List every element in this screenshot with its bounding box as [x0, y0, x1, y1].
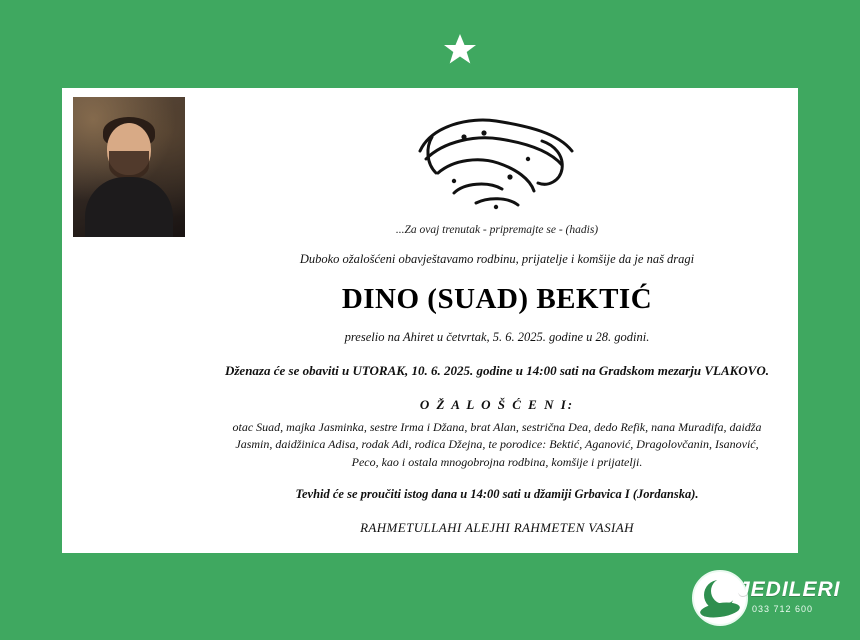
company-logo [692, 566, 842, 630]
obituary-card [62, 88, 798, 553]
mourners-list: otac Suad, majka Jasminka, sestre Irma i Džana, brat Alan, sestrična Dea, dedo Refik, nana Muradifa, daidža Jasmin, daidžinica Adisa, rodak Adi, rodica Džejna, te porodice: Bektić, Aganović, Dragolovčanin, Isanović, Peco, kao i ostala mnogobrojna rodbina, komšije i prijatelji. [232, 420, 762, 469]
tevhid-details: Tevhid će se proučiti istog dana u 14:00 sati u džamiji Grbavica I (Jordanska). [295, 487, 699, 502]
crescent-star-symbol [0, 10, 860, 86]
funeral-details: Dženaza će se obaviti u UTORAK, 10. 6. 2025. godine u 14:00 sati na Gradskom mezarju VLAKOVO. [224, 363, 769, 378]
arabic-calligraphy-icon [220, 104, 774, 222]
hadith-quote: ...Za ovaj trenutak - pripremajte se - (hadis) [395, 224, 599, 236]
passing-details: preselio na Ahiret u četvrtak, 5. 6. 2025. godine u 28. godini. [344, 330, 650, 344]
mourners-heading: O Ž A L O Š Ć E N I: [419, 397, 575, 412]
announcement-intro: Duboko ožalošćeni obavještavamo rodbinu, prijatelje i komšije da je naš dragi [299, 252, 695, 266]
deceased-name: DINO (SUAD) BEKTIĆ [341, 283, 653, 315]
brand-phone: 033 712 600 [752, 604, 814, 614]
obituary-content [220, 104, 774, 536]
portrait-photo [72, 96, 186, 238]
brand-name: JEDILERI [738, 578, 841, 601]
closing-prayer: RAHMETULLAHI ALEJHI RAHMETEN VASIAH [360, 520, 634, 536]
